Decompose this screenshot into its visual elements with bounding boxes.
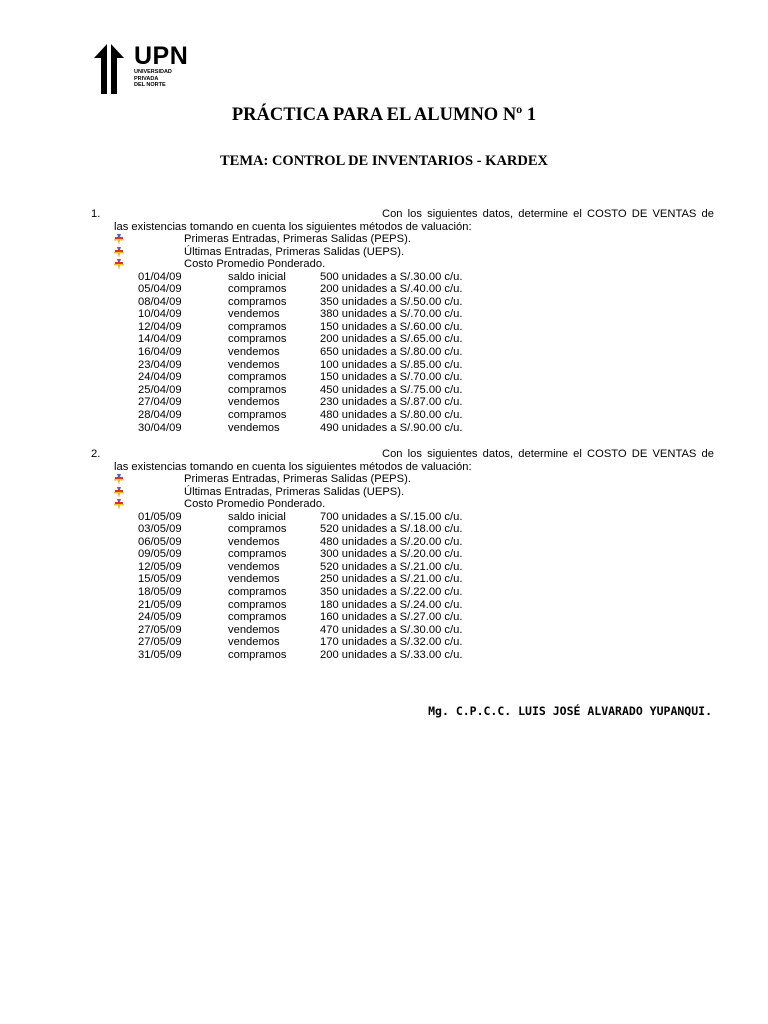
transaction-date: 30/04/09: [138, 421, 182, 434]
transaction-row: [91, 511, 714, 524]
transaction-detail: 350 unidades a S/.50.00 c/u.: [320, 295, 463, 308]
transaction-detail: 150 unidades a S/.70.00 c/u.: [320, 371, 463, 384]
transaction-row: [91, 536, 714, 549]
transaction-detail: 490 unidades a S/.90.00 c/u.: [320, 421, 463, 434]
transaction-action: compramos: [228, 371, 287, 384]
method-item: [91, 498, 714, 511]
transaction-action: vendemos: [228, 535, 280, 548]
pushpin-bullet-icon: [114, 234, 124, 245]
transaction-row: [91, 548, 714, 561]
method-label: Últimas Entradas, Primeras Salidas (UEPS).: [184, 485, 405, 498]
transaction-detail: 250 unidades a S/.21.00 c/u.: [320, 573, 463, 586]
transaction-date: 27/04/09: [138, 396, 182, 409]
transaction-action: compramos: [228, 320, 287, 333]
transaction-action: compramos: [228, 548, 287, 561]
transaction-row: [91, 384, 714, 397]
method-item: [91, 246, 714, 259]
method-label: Primeras Entradas, Primeras Salidas (PEPS).: [184, 473, 411, 485]
transaction-date: 10/04/09: [138, 308, 182, 321]
transactions-list: [91, 271, 714, 435]
transaction-date: 08/04/09: [138, 295, 182, 308]
transaction-row: [91, 371, 714, 384]
transaction-row: [91, 561, 714, 574]
transaction-date: 12/04/09: [138, 320, 182, 333]
transaction-action: vendemos: [228, 623, 280, 636]
transaction-row: [91, 649, 714, 662]
transaction-detail: 200 unidades a S/.33.00 c/u.: [320, 649, 463, 662]
transaction-detail: 150 unidades a S/.60.00 c/u.: [320, 320, 463, 333]
transaction-action: compramos: [228, 295, 287, 308]
transaction-row: [91, 599, 714, 612]
transaction-action: vendemos: [228, 636, 280, 649]
transaction-row: [91, 346, 714, 359]
transaction-action: compramos: [228, 523, 287, 536]
method-label: Últimas Entradas, Primeras Salidas (UEPS).: [184, 245, 405, 258]
transaction-action: compramos: [228, 649, 287, 662]
transaction-date: 06/05/09: [138, 535, 182, 548]
transaction-row: [91, 523, 714, 536]
method-label: Primeras Entradas, Primeras Salidas (PEPS).: [184, 233, 411, 245]
transaction-detail: 180 unidades a S/.24.00 c/u.: [320, 598, 463, 611]
question-heading-cont: las existencias tomando en cuenta los siguientes métodos de valuación:: [114, 220, 472, 233]
pushpin-bullet-icon: [114, 247, 124, 258]
question-1: [91, 208, 714, 434]
transaction-date: 09/05/09: [138, 548, 182, 561]
transaction-date: 16/04/09: [138, 346, 182, 359]
transaction-row: [91, 573, 714, 586]
transaction-action: compramos: [228, 611, 287, 624]
transaction-action: vendemos: [228, 346, 280, 359]
transaction-date: 25/04/09: [138, 383, 182, 396]
upn-torch-icon: [94, 44, 130, 94]
question-heading-cont: las existencias tomando en cuenta los siguientes métodos de valuación:: [114, 460, 472, 473]
transaction-action: compramos: [228, 598, 287, 611]
transaction-row: [91, 321, 714, 334]
transaction-detail: 200 unidades a S/.65.00 c/u.: [320, 333, 463, 346]
transaction-detail: 450 unidades a S/.75.00 c/u.: [320, 383, 463, 396]
transaction-date: 24/05/09: [138, 611, 182, 624]
logo-abbr: UPN: [134, 42, 189, 70]
logo-subtext: UNIVERSIDAD PRIVADA DEL NORTE: [134, 69, 172, 88]
transaction-date: 27/05/09: [138, 636, 182, 649]
pushpin-bullet-icon: [114, 474, 124, 485]
transaction-row: [91, 636, 714, 649]
transaction-action: vendemos: [228, 560, 280, 573]
transaction-date: 15/05/09: [138, 573, 182, 586]
transaction-row: [91, 586, 714, 599]
transaction-row: [91, 283, 714, 296]
transaction-detail: 300 unidades a S/.20.00 c/u.: [320, 548, 463, 561]
page-title: PRÁCTICA PARA EL ALUMNO Nº 1: [231, 105, 537, 125]
transaction-detail: 470 unidades a S/.30.00 c/u.: [320, 623, 463, 636]
transaction-action: compramos: [228, 283, 287, 296]
transaction-action: compramos: [228, 586, 287, 599]
transaction-detail: 650 unidades a S/.80.00 c/u.: [320, 346, 463, 359]
transaction-date: 12/05/09: [138, 560, 182, 573]
method-item: [91, 473, 714, 486]
transaction-detail: 520 unidades a S/.21.00 c/u.: [320, 560, 463, 573]
method-label: Costo Promedio Ponderado.: [184, 258, 326, 270]
transaction-date: 03/05/09: [138, 523, 182, 536]
method-item: [91, 258, 714, 271]
pushpin-bullet-icon: [114, 487, 124, 498]
transaction-date: 01/04/09: [138, 270, 182, 283]
transaction-action: compramos: [228, 333, 287, 346]
transaction-date: 27/05/09: [138, 623, 182, 636]
transactions-list: [91, 511, 714, 662]
question-heading: Con los siguientes datos, determine el COSTO DE VENTAS de: [382, 448, 714, 460]
transaction-detail: 480 unidades a S/.20.00 c/u.: [320, 535, 463, 548]
transaction-date: 23/04/09: [138, 358, 182, 371]
transaction-row: [91, 359, 714, 372]
transaction-date: 18/05/09: [138, 586, 182, 599]
transaction-action: vendemos: [228, 573, 280, 586]
transaction-detail: 380 unidades a S/.70.00 c/u.: [320, 308, 463, 321]
transaction-action: compramos: [228, 409, 287, 422]
page-subtitle: TEMA: CONTROL DE INVENTARIOS - KARDEX: [219, 153, 549, 169]
transaction-action: saldo inicial: [228, 270, 286, 283]
transaction-row: [91, 333, 714, 346]
transaction-action: vendemos: [228, 358, 280, 371]
transaction-detail: 520 unidades a S/.18.00 c/u.: [320, 523, 463, 536]
upn-logo: [94, 44, 204, 94]
transaction-date: 14/04/09: [138, 333, 182, 346]
transaction-detail: 500 unidades a S/.30.00 c/u.: [320, 270, 463, 283]
transaction-date: 24/04/09: [138, 371, 182, 384]
transaction-date: 31/05/09: [138, 649, 182, 662]
transaction-row: [91, 611, 714, 624]
transaction-action: saldo inicial: [228, 510, 286, 523]
pushpin-bullet-icon: [114, 259, 124, 270]
transaction-detail: 350 unidades a S/.22.00 c/u.: [320, 586, 463, 599]
transaction-detail: 160 unidades a S/.27.00 c/u.: [320, 611, 463, 624]
transaction-date: 01/05/09: [138, 510, 182, 523]
transaction-action: vendemos: [228, 396, 280, 409]
transaction-row: [91, 396, 714, 409]
method-label: Costo Promedio Ponderado.: [184, 498, 326, 510]
transaction-detail: 230 unidades a S/.87.00 c/u.: [320, 396, 463, 409]
transaction-action: vendemos: [228, 308, 280, 321]
transaction-date: 28/04/09: [138, 409, 182, 422]
transaction-detail: 480 unidades a S/.80.00 c/u.: [320, 409, 463, 422]
transaction-row: [91, 271, 714, 284]
method-item: [91, 486, 714, 499]
transaction-date: 21/05/09: [138, 598, 182, 611]
question-number: 1.: [91, 208, 101, 220]
transaction-row: [91, 422, 714, 435]
method-item: [91, 233, 714, 246]
pushpin-bullet-icon: [114, 499, 124, 510]
transaction-date: 05/04/09: [138, 283, 182, 296]
transaction-detail: 200 unidades a S/.40.00 c/u.: [320, 283, 463, 296]
transaction-detail: 170 unidades a S/.32.00 c/u.: [320, 636, 463, 649]
signature: Mg. C.P.C.C. LUIS JOSÉ ALVARADO YUPANQUI.: [428, 704, 712, 718]
transaction-action: vendemos: [228, 421, 280, 434]
transaction-row: [91, 409, 714, 422]
question-number: 2.: [91, 448, 101, 460]
transaction-action: compramos: [228, 383, 287, 396]
transaction-row: [91, 624, 714, 637]
transaction-detail: 100 unidades a S/.85.00 c/u.: [320, 358, 463, 371]
transaction-row: [91, 308, 714, 321]
question-heading: Con los siguientes datos, determine el COSTO DE VENTAS de: [382, 208, 714, 220]
transaction-detail: 700 unidades a S/.15.00 c/u.: [320, 510, 463, 523]
transaction-row: [91, 296, 714, 309]
question-2: [91, 448, 714, 662]
